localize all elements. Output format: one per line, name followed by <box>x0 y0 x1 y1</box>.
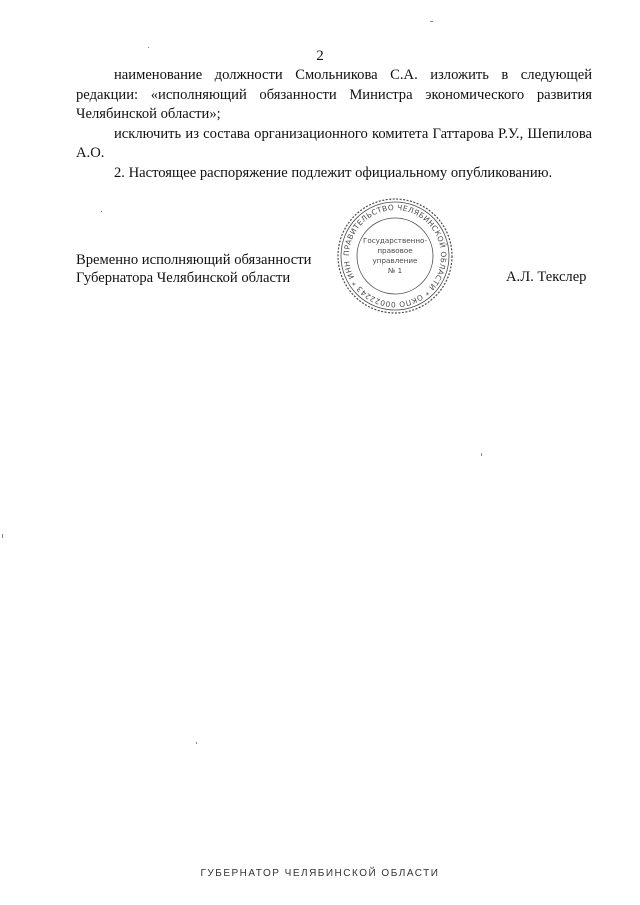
scan-speck <box>2 534 3 538</box>
paragraph: наименование должности Смольникова С.А. изложить в следующей редакции: «исполняющий обязанности Министра экономического развития Челябинской области»; <box>76 67 592 122</box>
seal-center-line: управление <box>372 256 418 265</box>
signatory-title-line: Временно исполняющий обязанности <box>76 252 312 268</box>
scan-speck <box>430 21 433 22</box>
signatory-title <box>76 251 311 287</box>
signatory-title-line: Губернатора Челябинской области <box>76 270 291 286</box>
scan-speck <box>196 742 197 744</box>
page-number: 2 <box>316 48 324 64</box>
seal-graphic <box>322 195 468 317</box>
seal-center-line: Государственно- <box>362 236 428 245</box>
seal-center-line: № 1 <box>387 266 403 275</box>
seal-outer-text: ПРАВИТЕЛЬСТВО ЧЕЛЯБИНСКОЙ ОБЛАСТИ * ОКПО 00022243 * ИНН <box>341 202 449 310</box>
official-seal <box>322 195 468 317</box>
paragraph: 2. Настоящее распоряжение подлежит официальному опубликованию. <box>114 164 553 181</box>
scan-speck <box>101 211 102 212</box>
paragraph: исключить из состава организационного комитета Гаттарова Р.У., Шепилова А.О. <box>76 125 592 161</box>
seal-center-line: правовое <box>377 246 413 255</box>
document-footer: ГУБЕРНАТОР ЧЕЛЯБИНСКОЙ ОБЛАСТИ <box>200 868 440 879</box>
scan-speck <box>481 453 482 456</box>
document-body <box>76 66 592 183</box>
scan-speck <box>148 47 149 48</box>
signatory-name: А.Л. Текслер <box>506 269 587 285</box>
